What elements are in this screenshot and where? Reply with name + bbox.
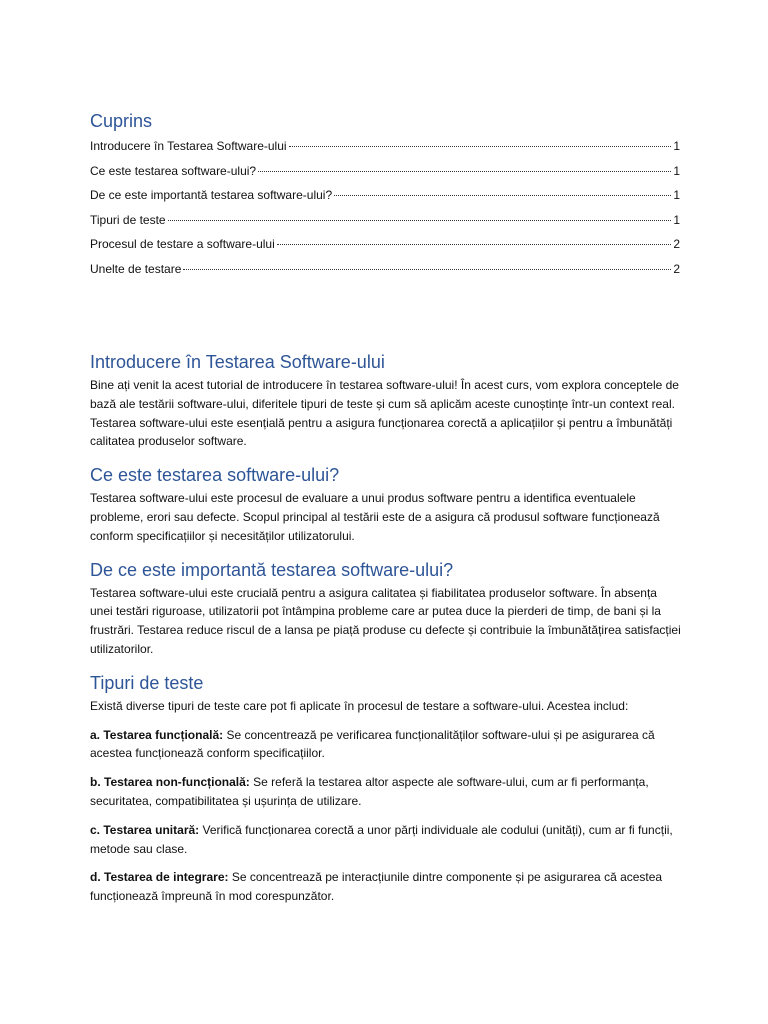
- toc-entry-de-ce[interactable]: [90, 183, 680, 208]
- paragraph-introducere: Bine ați venit la acest tutorial de introducere în testarea software-ului! În acest curs, vom explora conceptele de bază ale testării software-ului, diferitele tipuri de teste și cum să aplicăm aceste cunoștințe într-un context real. Testarea software-ului este esențială pentru a asigura funcționarea corectă a aplicațiilor și pentru a îmbunătăți calitatea produselor software.: [90, 378, 679, 449]
- toc-entry-text: Unelte de testare: [90, 261, 182, 276]
- test-type-item: [90, 773, 682, 811]
- toc-entry-introducere[interactable]: [90, 134, 680, 159]
- heading-introducere: Introducere în Testarea Software-ului: [90, 352, 385, 372]
- toc-entry-page: 1: [673, 188, 680, 203]
- toc-entry-text: Ce este testarea software-ului?: [90, 163, 257, 178]
- test-type-desc: Se referă la testarea altor aspecte ale software-ului, cum ar fi performanța, securitatea, compatibilitatea și ușurința de utilizare.: [90, 775, 649, 808]
- toc-entry-page: 1: [673, 163, 680, 178]
- test-type-item: [90, 726, 682, 764]
- test-type-desc: Se concentrează pe interacțiunile dintre componente și pe asigurarea că acestea funcționează împreună în mod corespunzător.: [90, 870, 663, 904]
- toc-entry-page: 2: [673, 261, 680, 276]
- toc-entry-tipuri[interactable]: [90, 208, 680, 233]
- test-type-desc: Se concentrează pe verificarea funcționalităților software-ului și pe asigurarea că acestea funcționează conform specificațiilor.: [90, 727, 655, 761]
- paragraph-ce-este: Testarea software-ului este procesul de evaluare a unui produs software pentru a identifica eventualele probleme, erori sau defecte. Scopul principal al testării este de a asigura că produsul software funcționează conform specificațiilor și necesităților utilizatorului.: [90, 491, 660, 543]
- toc-leader-dots: [289, 145, 672, 147]
- toc-entry-page: 1: [673, 139, 680, 153]
- paragraph-tipuri-intro: Există diverse tipuri de teste care pot fi aplicate în procesul de testare a software-ului. Acestea includ:: [90, 698, 629, 713]
- table-of-contents: [90, 134, 680, 282]
- toc-title: Cuprins: [90, 111, 153, 131]
- test-type-term: b. Testarea non-funcțională:: [90, 775, 250, 790]
- toc-entry-text: Procesul de testare a software-ului: [90, 237, 275, 252]
- document-body: [90, 348, 682, 916]
- toc-entry-text: Introducere în Testarea Software-ului: [90, 139, 287, 153]
- toc-entry-page: 2: [673, 237, 680, 252]
- toc-leader-dots: [258, 170, 671, 172]
- toc-entry-page: 1: [673, 212, 680, 227]
- heading-ce-este: Ce este testarea software-ului?: [90, 465, 340, 486]
- toc-leader-dots: [334, 194, 671, 196]
- toc-entry-text: Tipuri de teste: [90, 212, 166, 227]
- toc-entry-unelte[interactable]: [90, 257, 680, 282]
- test-type-term: d. Testarea de integrare:: [90, 870, 229, 885]
- toc-leader-dots: [277, 243, 672, 245]
- heading-tipuri: Tipuri de teste: [90, 672, 204, 693]
- heading-de-ce: De ce este importantă testarea software-ului?: [90, 559, 454, 580]
- test-type-desc: Verifică funcționarea corectă a unor părți individuale ale codului (unități), cum ar fi funcții, metode sau clase.: [90, 822, 673, 856]
- toc-leader-dots: [168, 219, 672, 221]
- toc-entry-text: De ce este importantă testarea software-ului?: [90, 188, 333, 203]
- paragraph-de-ce: Testarea software-ului este crucială pentru a asigura calitatea și fiabilitatea produselor software. În absența unei testări riguroase, utilizatorii pot întâmpina probleme care ar putea duce la pierderi de timp, de bani și la frustrări. Testarea reduce riscul de a lansa pe piață produse cu defecte și contribuie la îmbunătățirea satisfacției utilizatorilor.: [90, 585, 681, 656]
- test-type-term: a. Testarea funcțională:: [90, 727, 224, 742]
- test-type-term: c. Testarea unitară:: [90, 822, 200, 837]
- toc-entry-procesul[interactable]: [90, 232, 680, 257]
- toc-leader-dots: [183, 268, 671, 270]
- test-type-item: [90, 868, 682, 906]
- test-type-item: [90, 821, 682, 859]
- toc-entry-ce-este[interactable]: [90, 159, 680, 184]
